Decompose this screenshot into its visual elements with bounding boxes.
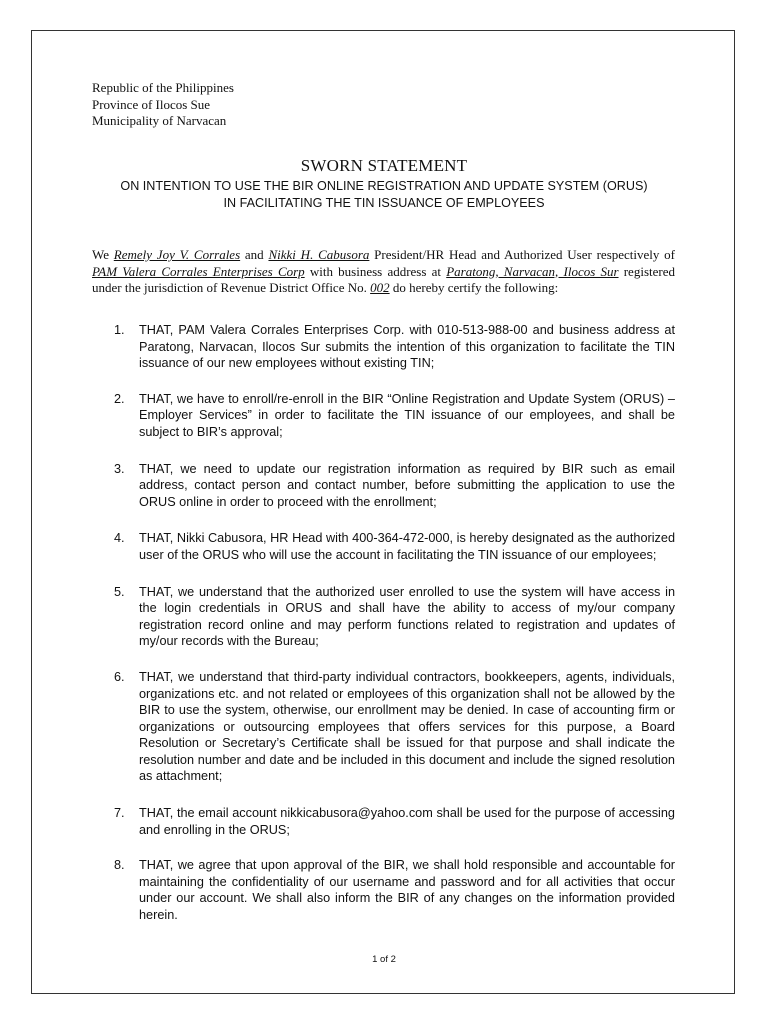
item-number: 1. — [114, 323, 125, 337]
item-number: 2. — [114, 391, 125, 406]
intro-text: with business address at — [304, 263, 447, 279]
intro-text: We — [92, 247, 114, 262]
item-text: THAT, we have to enroll/re-enroll in the BIR “Online Registration and Update System (ORUS) – Employer Services” in order to facilitate the TIN issuance of our employees, and shall be subject to BIR’s approval; — [139, 391, 675, 439]
item-text: THAT, we need to update our registration information as required by BIR such as email address, contact person and contact number, before submitting the application to use the ORUS online in order to proceed with the enrollment; — [139, 461, 675, 509]
item-number: 4. — [114, 531, 125, 546]
list-item — [92, 461, 675, 511]
subtitle-line-2: IN FACILITATING THE TIN ISSUANCE OF EMPLOYEES — [223, 195, 545, 210]
company-name: PAM Valera Corrales Enterprises Corp — [92, 263, 305, 279]
item-text: THAT, Nikki Cabusora, HR Head with 400-364-472-000, is hereby designated as the authorized user of the ORUS who will use the account in facilitating the TIN issuance of our employees; — [139, 531, 675, 562]
item-number: 3. — [114, 461, 125, 476]
list-item — [92, 391, 675, 441]
subtitle-line-1: ON INTENTION TO USE THE BIR ONLINE REGISTRATION AND UPDATE SYSTEM (ORUS) — [120, 179, 648, 193]
intro-text: and — [240, 247, 269, 262]
list-item — [92, 322, 675, 372]
document-header — [92, 80, 234, 130]
list-item — [92, 530, 675, 563]
document-subtitle — [0, 178, 768, 211]
header-country: Republic of the Philippines — [92, 80, 234, 95]
item-text: THAT, we understand that third-party individual contractors, bookkeepers, agents, individuals, organizations etc. and not related or employees of this organization shall not be allowed by the BIR to use the system, otherwise, our enrollment may be denied. In case of accounting firm or organizations or outsourcing employees that offers services for this purpose, a Board Resolution or Secretary’s Certificate shall be issued for that purpose and shall indicate the resolution number and date and be included in this document and include the signed resolution as attachment; — [139, 669, 675, 784]
item-number: 8. — [114, 858, 125, 873]
item-number: 6. — [114, 669, 125, 684]
hr-head-name: Nikki H. Cabusora — [268, 247, 370, 262]
item-number: 7. — [114, 806, 125, 821]
item-number: 5. — [114, 584, 125, 599]
item-text: THAT, the email account nikkicabusora@yahoo.com shall be used for the purpose of accessing and enrolling in the ORUS; — [139, 806, 675, 837]
intro-text: registered under the jurisdiction of Revenue District Office No. — [92, 263, 675, 296]
intro-text: President/HR Head and Authorized User respectively of — [369, 247, 675, 262]
intro-paragraph — [92, 247, 675, 297]
list-item — [92, 857, 675, 923]
header-province: Province of Ilocos Sue — [92, 96, 211, 112]
page-number: 1 of 2 — [372, 954, 396, 965]
president-name: Remely Joy V. Corrales — [113, 247, 241, 262]
document-title: SWORN STATEMENT — [300, 156, 468, 175]
list-item — [92, 584, 675, 650]
rdo-number: 002 — [370, 280, 390, 296]
header-municipality: Municipality of Narvacan — [92, 113, 227, 128]
business-address: Paratong, Narvacan, Ilocos Sur — [446, 263, 619, 279]
item-text: THAT, we agree that upon approval of the BIR, we shall hold responsible and accountable for maintaining the confidentiality of our username and password and for all activities that occur under our account. We shall also inform the BIR of any changes on the information provided herein. — [139, 858, 675, 923]
item-text: THAT, we understand that the authorized user enrolled to use the system will have access in the login credentials in ORUS and shall have the ability to access of my/our company registration record online and may perform functions related to registration and updates of my/our records with the Bureau; — [139, 584, 675, 649]
list-item — [92, 805, 675, 838]
item-text: THAT, PAM Valera Corrales Enterprises Corp. with 010-513-988-00 and business address at Paratong, Narvacan, Ilocos Sur submits the intention of this organization to facilitate the TIN issuance of our new employees without existing TIN; — [139, 323, 675, 371]
intro-text: do hereby certify the following: — [389, 280, 559, 296]
list-item — [92, 669, 675, 785]
statement-list — [92, 322, 675, 924]
